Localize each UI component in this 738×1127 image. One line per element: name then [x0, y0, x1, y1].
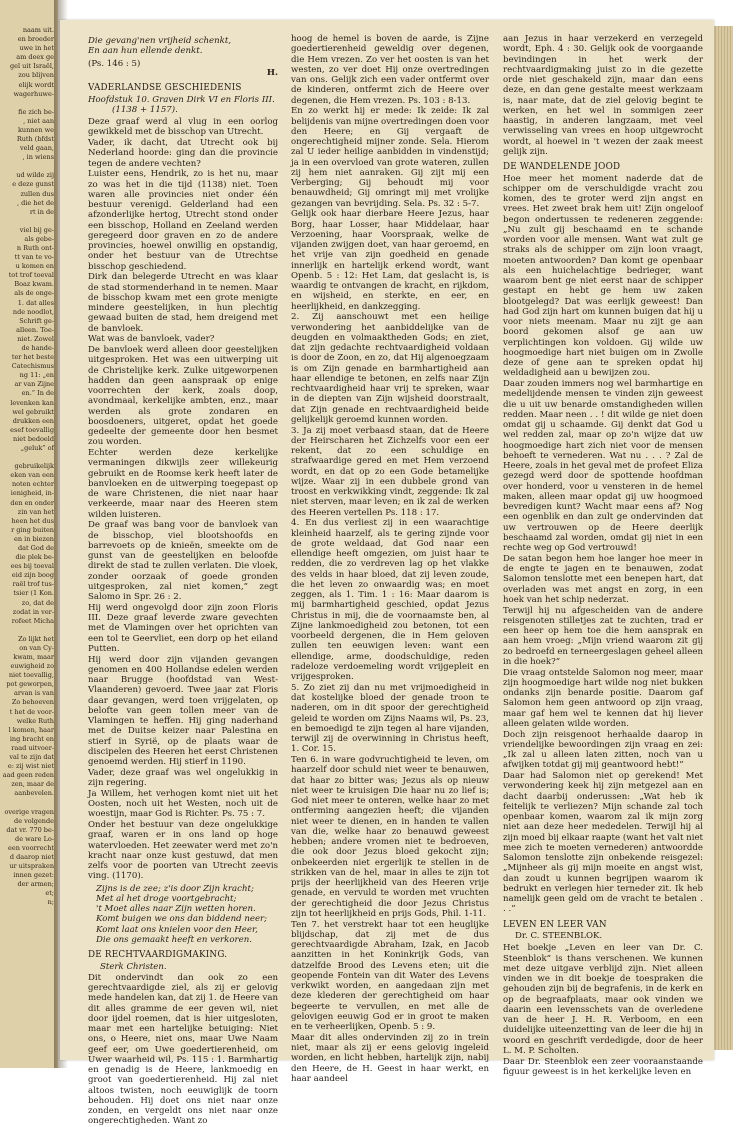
previous-page-line: aanbevelen.	[14, 789, 54, 798]
paragraph: Hij werd door zijn vijanden gevangen genomen en 400 Hollandse edelen werden naar Brugge (hoofdstad van West-Vlaanderen) gevoerd. Twee jaar zat Floris daar gevangen, werd toen vrijgelaten, op belofte van geen tollen meer van de Vlamingen te heffen. Hij ging naderhand met de Duitse keizer naar Palestina en stierf in Syrië, op de plaats waar de discipelen des Heeren het eerst Christenen genoemd werden. Hij stierf in 1190.	[88, 654, 278, 767]
verse-line: En aan hun ellende denkt.	[88, 46, 203, 57]
previous-page-line: tt van te vo-	[14, 253, 54, 262]
previous-page-line: d daarop niet	[9, 852, 54, 861]
line-gap	[0, 99, 54, 108]
previous-page-line: Catechismus	[11, 362, 54, 371]
paragraph: aan Jezus in haar verzekerd en verzegeld wordt, Eph. 4 : 30. Gelijk ook de voorgaande bevindingen in het werk der rechtvaardigmaking juist zo in die gezette orde niet geschakeld zijn, maar dan eens deze, en dan gene gestalte meest werkzaam is, naar mate, dat de ziel gelovig begint te werken, en het wel in sommigen zeer haastig, in anderen langzaam, met veel verwisseling van vrees en hoop uitgewrocht wordt, al hoewel in 't wezen der zaak meest gelijk zijn.	[503, 34, 703, 157]
previous-page-line: ing bracht en	[9, 734, 54, 743]
paragraph: hoog de hemel is boven de aarde, is Zijne goedertierenheid geweldig over degenen, die Hem vrezen. Zo ver het oosten is van het westen, zo ver doet Hij onze overtredingen van ons. Gelijk zich een vader ontfermt over de kinderen, ontfermt zich de Heere over degenen, die Hem vrezen. Ps. 103 : 8-13.	[291, 34, 489, 106]
previous-page-line: heen het dus	[11, 516, 54, 525]
paragraph: Ten 7. het verstrekt haar tot een heuglijke blijdschap, dat zij met de dus gerechtvaardigde Abraham, Izak, en Jacob aanzitten in het Koninkrijk Gods, van datzelfde Brood des Levens eten; uit die geopende Fontein van dit Water des Levens verkwikt worden, en aangedaan zijn met deze klederen der gerechtigheid om haar begeerte te vervullen, en met alle de gelovigen eeuwig God er in groot te maken en te verheerlijken, Openb. 5 : 9.	[291, 919, 489, 1032]
previous-page-line: am deex ge	[16, 53, 54, 62]
previous-page-line: on van Cy-	[19, 643, 54, 652]
previous-page-line: ng 11: „en	[19, 371, 54, 380]
paragraph: Onder het bestuur van deze ongelukkige graaf, waren er in ons land op hoge watervloeden. Het zeewater werd met zo'n kracht naar onze kust gestuwd, dat men zelfs voor de poorten van Utrecht zeevis ving. (1170).	[88, 820, 278, 882]
heading-leven-en-leer: LEVEN EN LEER VAN	[503, 919, 607, 930]
previous-page-line: zin van het	[17, 507, 54, 516]
previous-page-line: ter het beste	[11, 353, 54, 362]
previous-page-line: rt in de	[29, 207, 54, 216]
previous-page-line: rofeet Micha	[11, 616, 54, 625]
previous-page-line: aad geen reden	[2, 771, 54, 780]
verse-line: Die gevang'nen vrijheid schenkt,	[88, 36, 232, 46]
chapter-years: (1138 + 1157).	[112, 104, 178, 115]
chapter-subheading: Hoofdstuk 10. Graven Dirk VI en Floris III.	[88, 94, 275, 105]
column-3	[503, 34, 703, 1078]
paragraph: Doch zijn reisgenoot herhaalde daarop in vriendelijke bewoordingen zijn vraag en zei: „Ik zal u alleen laten zitten, noch van u afwijken totdat gij mij geantwoord hebt!”	[503, 729, 703, 771]
line-gap	[0, 162, 54, 171]
paragraph: Gelijk ook haar dierbare Heere Jezus, haar Borg, haar Losser, haar Middelaar, haar Verzoening, haar Voorspraak, welke de vijanden zwijgen doet, van haar geroemd, en het vrije van zijn goedheid en genade innerlijk en hartelijk erkend wordt, want Openb. 5 : 12: Het Lam, dat geslacht is, is waardig te ontvangen de kracht, en rijkdom, en wijsheid, en sterkte, en eer, en heerlijkheid, en dankzegging.	[291, 209, 489, 312]
verse-line: Zijns is de zee; z'is door Zijn kracht;	[96, 883, 254, 894]
previous-page-line: welke Ruth	[16, 716, 54, 725]
previous-page-line: esef toevallig	[10, 425, 54, 434]
heading-wandelende-jood: DE WANDELENDE JOOD	[503, 162, 621, 172]
previous-page-line: r ging buiten	[11, 525, 54, 534]
previous-page-line: elijk wordt	[18, 80, 54, 89]
previous-page-line: et;	[45, 889, 54, 898]
previous-page-column	[0, 26, 54, 908]
heading-rechtvaardigmaking: DE RECHTVAARDIGMAKING.	[88, 950, 228, 960]
previous-page-line: nde noodlot,	[12, 307, 54, 316]
verse-line: Met al het droge voortgebracht;	[96, 893, 237, 904]
section-subtitle: Dr. C. STEENBLOK.	[515, 931, 603, 941]
paragraph: Het boekje „Leven en leer van Dr. C. Steenblok” is thans verschenen. We kunnen met deze uitgave verblijd zijn. Niet alleen vinden we in dit boekje de toespraken die gehouden zijn bij de begrafenis, in de kerk en op de begraafplaats, maar ook vinden we daarin een levensschets van de overledene van de heer J. H. R. Verboom, en een duidelijke uiteenzetting van de leer die hij in woord en geschrift verdedigde, door de heer L. M. P. Scholten.	[503, 943, 703, 1056]
paragraph: Die vraag ontstelde Salomon nog meer, maar zijn hoogmoedige hart wilde nog niet bukken ondanks zijn benarde positie. Daarom gaf Salomon hem geen antwoord op zijn vraag, maar gaf hem wel te kennen dat hij liever alleen gelaten wilde worden.	[503, 667, 703, 729]
previous-page-line: de ware Lo-	[15, 834, 54, 843]
previous-page-line: , in wiens	[22, 153, 54, 162]
previous-page-line: uwe in het	[19, 44, 54, 53]
previous-page-line: Boaz kwam.	[14, 280, 54, 289]
previous-page-line: dat God de	[17, 543, 54, 552]
previous-page-line: en in biezen	[14, 534, 54, 543]
paragraph: 2. Zij aanschouwt met een heilige verwondering het aanbiddelijke van de deugden en volmaaktheden Gods; en ziet, dat zijn gedachte rechtvaardigheid voldaan is door de Zoon, en zo, dat Hij algenoegzaam is om Zijn genade en barmhartigheid aan haar ellendige te betonen, en zelfs naar Zijn rechtvaardigheid haar vrij te spreken, waar in de diepten van Zijn wijsheid doorstraalt, dat Zijn genade en rechtvaardigheid beide gelijkelijk geroemd kunnen worden.	[291, 312, 489, 425]
previous-page-line: ees bij toeval	[10, 562, 54, 571]
previous-page-line: niet. Zowel	[17, 334, 54, 343]
psalm-verse	[96, 884, 278, 946]
previous-page-line: drukken een	[12, 416, 54, 425]
paragraph: Dirk dan belegerde Utrecht en was klaar de stad stormenderhand in te nemen. Maar de bisschop kwam met een grote menigte mindere geestelijken, in hun plechtig gewaad buiten de stad, hem dreigend met de banvloek.	[88, 272, 278, 334]
previous-page-line: ienigheid, in-	[10, 489, 54, 498]
paragraph: Hoe meer het moment naderde dat de schipper om de verschuldigde vracht zou komen, des te groter werd zijn angst en vrees. Het zweet brak hem uit! Zijn ongeloof begon ondertussen te redeneren zeggende: „Nu zult gij beschaamd en te schande worden voor alle mensen. Want wat zult ge straks als de schipper om zijn loon vraagt, moeten antwoorden? Dan komt ge openbaar als een huichelachtige bedrieger, want waarom bent ge niet eerst naar de schipper gestapt en hebt ge hem uw zaken blootgelegd? Dat was eerlijk geweest! Dan had God zijn hart om kunnen buigen dat hij u voor niets meenam. Maar nu zijt ge aan boord gekomen alsof ge aan uw verplichtingen kon voldoen. Gij wilde uw hoogmoedige hart niet buigen om in Zwolle deze of gene aan te spreken opdat hij weldadigheid aan u bewijzen zou.	[503, 173, 703, 379]
previous-page-line: en broeder	[17, 35, 54, 44]
previous-page-line: , niet aan	[23, 116, 54, 125]
previous-page-line: Ruth (bfdst	[16, 135, 54, 144]
paragraph: Hij werd ongevolgd door zijn zoon Floris III. Deze graaf leverde zware gevechten met de Vlamingen over het oprichten van een tol te Geervliet, een dorp op het eiland Putten.	[88, 602, 278, 654]
paragraph: 4. En dus verliest zij in een waarachtige kleinheid haarzelf, als te gering zijnde voor de grote weldaad, dat God naar een ellendige heeft omgezien, om juist haar te redden, die zo verdreven lag op het vlakke des velds in haar bloed, dat zij leven zoude, die het leven zo onwaardig was; en moet zeggen, als 1. Tim. 1 : 16: Maar daarom is mij barmhartigheid geschied, opdat Jezus Christus in mij, die de voornaamste ben, al Zijne lankmoedigheid zou betonen, tot een voorbeeld dergenen, die in Hem geloven zullen ten eeuwigen leven: want een ellendige, arme, doodschuldige, reden radeloze verdoemeling wordt vrijgepleit en vrijgesproken.	[291, 518, 489, 682]
paragraph: 3. Ja zij moet verbaasd staan, dat de Heere der Heirscharen het Zichzelfs voor een eer rekent, dat zo een schuldige en strafwaardige gered en met Hem verzoend wordt, en dat op zo een Gode betamelijke wijze. Waar zij in een dubbele grond van troost en verkwikking vindt, zeggende: Ik zal niet sterven, maar leven; en ik zal de werken des Heeren vertellen Ps. 118 : 17.	[291, 425, 489, 518]
page-stack-edges	[712, 26, 733, 1050]
previous-page-line: zodat in ver-	[12, 607, 54, 616]
previous-page-line: zo, dat de	[21, 598, 54, 607]
previous-page-line: pot geworpen,	[6, 680, 54, 689]
previous-page-line: ar van Zijne	[14, 380, 54, 389]
verse-line: 't Moet alles naar Zijn wetten horen.	[96, 904, 256, 914]
previous-page-line: tsier (1 Kon.	[13, 589, 54, 598]
heading-vaderlandse-geschiedenis: VADERLANDSE GESCHIEDENIS	[88, 83, 242, 93]
opening-verse	[88, 36, 278, 57]
previous-page-line: kunnen we	[17, 125, 54, 134]
previous-page-line: tot trof toeval	[8, 271, 54, 280]
previous-page-line: zou blijven	[18, 71, 54, 80]
previous-page-line: arvan is van	[14, 689, 54, 698]
previous-page-line: ur uitspraken	[9, 862, 54, 871]
paragraph: Vader, ik dacht, dat Utrecht ook bij Nederland hoorde: ging dan die provincie tegen de andere vechten?	[88, 138, 278, 169]
paragraph: 5. Zo ziet zij dan nu met vrijmoedigheid in dat kostelijke bloed der genade troon te naderen, om in dit spoor der gerechtigheid geleid te worden om Zijns Naams wil, Ps. 23, en bemoedigd te zijn tegen al hare vijanden, terwijl zij de overwinning in Christus heeft, 1. Cor. 15.	[291, 682, 489, 755]
previous-page-line: dat vr. 770 be-	[6, 825, 54, 834]
previous-page-line: „geluk” of	[20, 444, 54, 453]
previous-page-line: den en onder	[10, 498, 54, 507]
previous-page-line: n Ruth ont-	[16, 243, 54, 252]
previous-page-line: die plek be-	[15, 553, 54, 562]
line-gap	[0, 217, 54, 226]
paragraph: Ten 6. in ware godvruchtigheid te leven, om haarzelf door schuld niet weer te benauwen, dat haar zo bitter was; Jezus als op nieuw niet weer te kruisigen Die haar nu zo lief is; God niet meer te onteren, welke haar zo met ontferming aangezien heeft; die vijanden niet weer te dienen, en in handen te vallen van die, welke haar zo benauwd geweest hebben; andere vromen niet te bedroeven, die ook door Jezus bloed gekocht zijn; onbekeerden niet ergerlijk te stellen in de strikken van de hel, maar in alles te zijn tot prijs der heerlijkheid van des Heeren vrije genade, en vervuld te worden met vruchten der gerechtigheid die door Jezus Christus zijn tot heerlijkheid en prijs Gods, Phil. 1-11.	[291, 755, 489, 919]
verse-line: Komt laat ons knielen voor den Heer,	[96, 924, 258, 935]
previous-page-line: Zo lijkt het	[18, 634, 54, 643]
column-1	[88, 34, 278, 1127]
previous-page-line: Zo behoeven	[11, 698, 54, 707]
paragraph: En zo werkt hij er mede: Ik zeide: Ik zal belijdenis van mijne overtredingen doen voor den Heere; en Gij vergaaft de ongerechtigheid mijner zonde. Sela. Hierom zal U ieder heilige aanbidden in vindenstijd; ja in een overvloed van grote wateren, zullen zij hem niet aanraken. Gij zijt mij een Verberging; Gij behoudt mij voor benauwdheid; Gij omringt mij met vrolijke gezangen van bevrijding. Sela. Ps. 32 : 5-7.	[291, 106, 489, 209]
previous-page-line: niet toevallig,	[8, 671, 54, 680]
previous-page-edge	[0, 0, 58, 1068]
previous-page-line: viel bij ge-	[19, 225, 54, 234]
paragraph: Terwijl hij nu afgescheiden van de andere reisgenoten stilletjes zat te zuchten, trad er een heer op hem toe die hem aansprak en aan hem vroeg: „Mijn vriend waarom zit gij zo bedroefd en terneergeslagen geheel alleen in die hoek?”	[503, 605, 703, 667]
paragraph: Daar Dr. Steenblok een zeer vooraanstaande figuur geweest is in het kerkelijke leven en	[503, 1056, 703, 1077]
previous-page-line: 1. dat alles	[17, 298, 54, 307]
previous-page-line: raad uitvoer-	[11, 743, 54, 752]
previous-page-line: , die het de	[16, 198, 54, 207]
previous-page-line: kwam, maar	[13, 653, 54, 661]
paragraph: Wat was de banvloek, vader?	[88, 334, 215, 345]
previous-page-line: de hande-	[21, 344, 54, 352]
previous-page-line: u komen en	[15, 262, 54, 271]
previous-page-line: gel uit Israël,	[10, 62, 54, 71]
column-2	[291, 34, 489, 1085]
author-signature: H.	[266, 67, 278, 78]
section-subtitle: Sterk Christen.	[100, 961, 167, 972]
paragraph: Daar had Salomon niet op gerekend! Met verwondering keek hij zijn metgezel aan en dacht daarbij onderussen: „Wat heb ik feitelijk te verliezen? Mijn schande zal toch openbaar komen, waarom zal ik mijn zorg niet aan deze heer mededelen. Terwijl hij al zijn moed bij elkaar raapte (want het valt niet mee zich te moeten vernederen) antwoordde Salomon tenslotte zijn onbekende reisgezel: „Mijnheer als gij mijn moeite en angst wist, dan zoudt u kunnen begrijpen waarom ik bedrukt en verlegen hier terneder zit. Ik heb namelijk geen geld om de vracht te betalen . . .”	[503, 771, 703, 915]
previous-page-line: eken van een	[10, 471, 54, 480]
previous-page-line: wel gebruikt	[12, 407, 54, 416]
paragraph: De satan begon hem hoe langer hoe meer in de engte te jagen en te benauwen, zodat Salomon tenslotte met een benepen hart, dat overladen was met angst en zorg, in een hoek van het schip nederzat.	[503, 553, 703, 605]
previous-page-line: eid zijn boog	[11, 571, 54, 580]
previous-page-line: ud wilde zij	[16, 171, 54, 180]
previous-page-line: veld gaan,	[20, 144, 54, 153]
paragraph: Deze graaf werd al vlug in een oorlog gewikkeld met de bisschop van Utrecht.	[88, 117, 278, 138]
previous-page-line: l komen, haar	[8, 725, 54, 734]
previous-page-line: e: zij wist niet	[7, 762, 54, 771]
previous-page-line: de volgende	[14, 816, 54, 825]
previous-page-line: der armen;	[17, 880, 54, 889]
previous-page-line: als de onge-	[14, 289, 54, 298]
previous-page-line: niet bedoeld	[13, 434, 54, 443]
previous-page-line: Schrift ge-	[19, 316, 54, 325]
verse-line: Komt buigen we ons dan biddend neer;	[96, 914, 268, 925]
previous-page-line: overige vragen	[4, 807, 54, 816]
paragraph: Maar dit alles ondervinden zij zo in trein niet, maar als zij er eens gelovig ingeleid worden, en licht hebben, hartelijk zijn, nabij den Heere, de H. Geest in haar werkt, en haar aandeel	[291, 1032, 489, 1084]
line-gap	[0, 453, 54, 462]
previous-page-line: t het de voor-	[9, 707, 54, 716]
previous-page-line: zen, maar de	[11, 780, 54, 789]
previous-page-line: naam uit.	[22, 26, 54, 34]
previous-page-line: als gebe-	[24, 234, 54, 243]
magazine-page	[60, 20, 714, 1127]
verse-line: Die ons gemaakt heeft en verkoren.	[96, 934, 252, 945]
paragraph: Dit ondervindt dan ook zo een gerechtvaardigde ziel, als zij er gelovig mede handelen kan, dat zij 1. de Heere van dit alles gramme de eer geven wil, niet door ijdel roemen, dat is hier uitgesloten, maar met een hartelijke betuiging: Niet ons, o Heere, niet ons, maar Uwe Naam geef eer, om Uwe goedertierenheid, om Uwer waarheid wil, Ps. 115 : 1. Barmhartig en genadig is de Heere, lankmoedig en groot van goedertierenheid. Hij zal niet altoos twisten, noch eeuwiglijk de toorn behouden. Hij doet ons niet naar onze zonden, en vergeldt ons niet naar onze ongerechtigheden. Want zo	[88, 972, 278, 1127]
previous-page-line: alleen. Toe-	[16, 325, 54, 334]
line-gap	[0, 626, 54, 635]
line-gap	[0, 799, 54, 808]
previous-page-line: en.” In de	[21, 389, 54, 398]
previous-page-line: val te zijn dat	[9, 753, 54, 762]
previous-page-line: euwigheid zo	[10, 662, 54, 671]
previous-page-line: raël trof tus-	[12, 580, 54, 589]
previous-page-line: fie zich be-	[18, 107, 54, 116]
previous-page-line: gebruikelijk	[14, 462, 54, 471]
paragraph: Daar zouden immers nog wel barmhartige en medelijdende mensen te vinden zijn geweest die u uit uw benarde omstandigheden willen redden. Maar neen . . ! dit wilde ge niet doen omdat gij u schaamde. Gij denkt dat God u wel redden zal, maar op zo'n wijze dat uw hoogmoedige hart zich niet voor de mensen behoeft te vernederen. Wat nu . . . ? Zal de Heere, zoals in het geval met de profeet Eliza gezegd werd door de spottende hoofdman over honderd, voor u vensteren in de hemel maken, alleen maar opdat gij uw hoogmoed bevredigen kunt? Wacht maar eens af? Nog een ogenblik en dan zult ge ondervinden dat uw vertrouwen op de Heere deerlijk beschaamd zal worden, omdat gij niet in een rechte weg op God vertrouwd!	[503, 379, 703, 553]
paragraph: De banvloek werd alleen door geestelijken uitgesproken. Het was een uitwerping uit de Christelijke kerk. Zulke uitgeworpenen hadden dan geen aanspraak op enige voorrechten der kerk, zoals doop, avondmaal, kerkelijke ambten, enz., maar werden als grote zondaren en boosdoeners, uitgeret, opdat het goede gedeelte der gemeente door hen besmet zou worden.	[88, 345, 278, 448]
paragraph: Luister eens, Hendrik, zo is het nu, maar zo was het in die tijd (1138) niet. Toen waren alle provincies niet onder één bestuur verenigd. Gelderland had een afzonderlijke hertog, Utrecht stond onder een bisschop, Holland en Zeeland werden geregeerd door graven en zo de andere provincies, hoewel onwillig en opstandig, onder het bestuur van de Utrechtse bisschop geschiedend.	[88, 169, 278, 272]
paragraph: Echter werden deze kerkelijke vermaningen dikwijls zeer willekeurig gebruikt en de Roomse kerk heeft later de banvloeken en de uitwerping toegepast op de ware Christenen, die niet naar haar verkeerde, maar naar des Heeren stem wilden luisteren.	[88, 448, 278, 520]
previous-page-line: n;	[47, 898, 54, 907]
previous-page-line: e deze gunst	[12, 180, 54, 189]
paragraph: Ja Willem, het verhogen komt niet uit het Oosten, noch uit het Westen, noch uit de woestijn, maar God is Richter. Ps. 75 : 7.	[88, 788, 278, 820]
verse-reference: (Ps. 146 : 5)	[88, 58, 141, 69]
previous-page-line: zullen dus	[20, 189, 54, 198]
previous-page-line: wagerhuwe-	[13, 89, 54, 98]
paragraph: Vader, deze graaf was wel ongelukkig in zijn regering.	[88, 767, 278, 788]
previous-page-line: noten echter	[11, 480, 54, 489]
previous-page-line: innen gezet:	[13, 871, 54, 880]
previous-page-line: levenken kan	[10, 398, 54, 407]
paragraph: De graaf was bang voor de banvloek van de bisschop, viel blootshoofds en barrevoets op de knieën, smeekte om de gunst van de geestelijken en beloofde direkt de stad te zullen verlaten. Die vloek, zonder oorzaak of goede gronden uitgesproken, zal niet komen,” zegt Salomo in Spr. 26 : 2.	[88, 520, 278, 602]
previous-page-line: een voorrecht	[8, 843, 54, 852]
